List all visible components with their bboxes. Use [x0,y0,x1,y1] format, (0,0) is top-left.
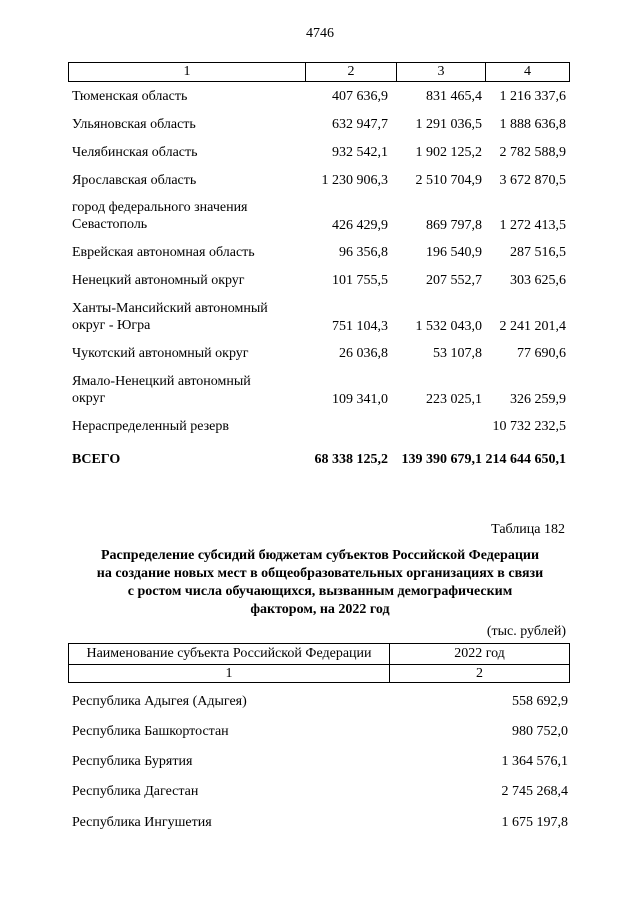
table-row [72,144,568,162]
region-name: Ульяновская область [72,117,196,132]
region-name: Республика Дагестан [72,784,199,799]
value-col2: 101 755,5 [332,273,388,288]
region-name: Республика Бурятия [72,754,193,769]
value-col3: 1 902 125,2 [415,145,482,160]
table2-header-num2: 2 [476,666,483,681]
value-col4: 2 241 201,4 [499,319,566,334]
value-col4: 1 272 413,5 [499,218,566,233]
table-row [72,345,568,363]
region-name-line1: Ямало-Ненецкий автономный [72,374,251,389]
value-col4: 1 888 636,8 [499,117,566,132]
value-2022: 980 752,0 [512,724,568,739]
total-col2: 68 338 125,2 [314,452,388,467]
total-row [72,451,568,469]
value-col2: 109 341,0 [332,392,388,407]
table2-header-year: 2022 год [454,646,505,661]
title-line: на создание новых мест в общеобразовательных организациях в связи [96,566,544,581]
table-row [72,418,568,436]
region-name: Ярославская область [72,173,197,188]
table1-header-col4: 4 [524,64,531,79]
value-col3: 831 465,4 [426,89,482,104]
region-name: Ненецкий автономный округ [72,273,245,288]
value-col2: 426 429,9 [332,218,388,233]
title-line: Распределение субсидий бюджетам субъектов Российской Федерации [100,548,540,563]
value-col4: 326 259,9 [510,392,566,407]
region-name-line1: город федерального значения [72,200,248,215]
value-col2: 96 356,8 [339,245,388,260]
page-number: 4746 [306,26,334,41]
value-col2: 1 230 906,3 [321,173,388,188]
table1-header [68,62,570,82]
table-row [72,300,568,334]
value-2022: 558 692,9 [512,694,568,709]
value-col2: 632 947,7 [332,117,388,132]
table1-header-col2: 2 [306,63,397,81]
region-name [72,199,248,233]
value-col3: 1 532 043,0 [415,319,482,334]
table-row [72,88,568,106]
value-col4: 77 690,6 [517,346,566,361]
table1-header-col3: 3 [397,63,486,81]
table-row [72,199,568,233]
region-name: Челябинская область [72,145,198,160]
value-2022: 2 745 268,4 [501,784,568,799]
value-col4: 2 782 588,9 [499,145,566,160]
value-col3: 53 107,8 [433,346,482,361]
value-col2: 407 636,9 [332,89,388,104]
region-name-line2: Севастополь [72,217,148,232]
region-name: Тюменская область [72,89,188,104]
table-row [72,693,568,711]
table2-header [68,643,570,683]
table2-header-num1: 1 [69,665,390,682]
total-label: ВСЕГО [72,452,121,467]
value-col3: 2 510 704,9 [415,173,482,188]
value-col4: 1 216 337,6 [499,89,566,104]
table-row [72,723,568,741]
table-row [72,753,568,771]
region-name-line1: Ханты-Мансийский автономный [72,301,268,316]
value-2022: 1 364 576,1 [501,754,568,769]
region-name: Республика Адыгея (Адыгея) [72,694,247,709]
title-line: с ростом числа обучающихся, вызванным демографическим [127,584,513,599]
region-name-line2: округ - Югра [72,318,151,333]
region-name [72,300,268,334]
region-name: Республика Башкортостан [72,724,229,739]
table-row [72,172,568,190]
table-label: Таблица 182 [491,522,565,537]
table-row [72,116,568,134]
region-name: Еврейская автономная область [72,245,255,260]
table-row [72,244,568,262]
region-name: Нераспределенный резерв [72,419,229,434]
value-col4: 287 516,5 [510,245,566,260]
value-col4: 303 625,6 [510,273,566,288]
value-col3: 223 025,1 [426,392,482,407]
table-row [72,814,568,832]
region-name: Республика Ингушетия [72,815,212,830]
region-name: Чукотский автономный округ [72,346,249,361]
table-row [72,373,568,407]
total-col3: 139 390 679,1 [401,452,482,467]
value-col2: 26 036,8 [339,346,388,361]
region-name [72,373,251,407]
table-title [60,547,580,619]
units-label: (тыс. рублей) [486,624,566,639]
table1-header-col1: 1 [69,63,306,81]
region-name-line2: округ [72,391,106,406]
value-col3: 869 797,8 [426,218,482,233]
value-col3: 1 291 036,5 [415,117,482,132]
table-row [72,783,568,801]
value-col4: 10 732 232,5 [492,419,566,434]
value-col3: 207 552,7 [426,273,482,288]
table-row [72,272,568,290]
total-col4: 214 644 650,1 [485,452,566,467]
title-line: фактором, на 2022 год [250,602,390,617]
value-col2: 932 542,1 [332,145,388,160]
value-col3: 196 540,9 [426,245,482,260]
value-col2: 751 104,3 [332,319,388,334]
value-2022: 1 675 197,8 [501,815,568,830]
value-col4: 3 672 870,5 [499,173,566,188]
table2-header-name: Наименование субъекта Российской Федерации [69,644,390,664]
